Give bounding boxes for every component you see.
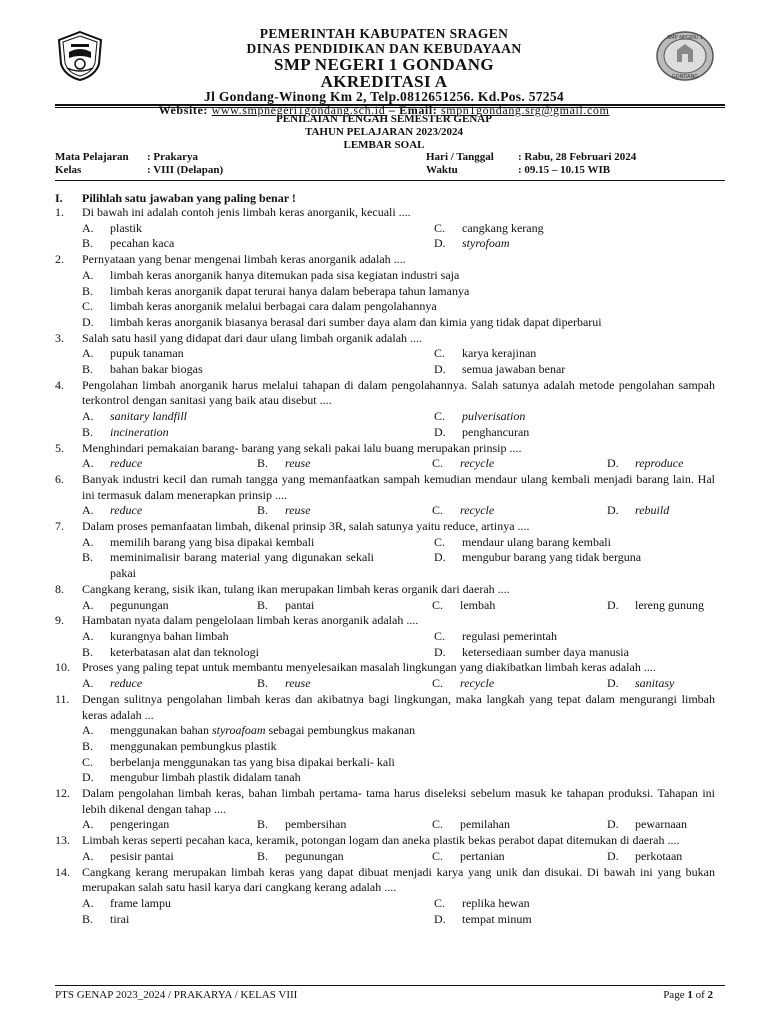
question-6 bbox=[55, 472, 715, 519]
option-letter: C. bbox=[82, 299, 94, 314]
answer-option[interactable] bbox=[432, 849, 607, 865]
option-letter: C. bbox=[434, 220, 446, 235]
answer-option[interactable] bbox=[607, 849, 715, 865]
option-letter: A. bbox=[82, 848, 94, 863]
question-4 bbox=[55, 378, 715, 441]
answer-option[interactable] bbox=[82, 503, 257, 519]
question-stem bbox=[55, 441, 715, 457]
question-text: Pengolahan limbah anorganik harus melalui tahapan di dalam pengolahannya. Salah satunya adalah metode pengolahan sampah terkontrol dengan sanitasi yang baik atau disebut .... bbox=[82, 377, 715, 408]
option-text bbox=[110, 723, 715, 739]
question-12 bbox=[55, 786, 715, 833]
option-text: rebuild bbox=[635, 503, 670, 518]
option-text: sanitary landfill bbox=[110, 409, 188, 424]
answer-option[interactable] bbox=[82, 723, 715, 739]
question-number: 13. bbox=[55, 833, 70, 848]
option-letter: B. bbox=[257, 456, 269, 471]
question-number: 11. bbox=[55, 691, 70, 706]
answer-options bbox=[55, 598, 715, 614]
question-stem bbox=[55, 252, 715, 268]
answer-option[interactable] bbox=[82, 598, 257, 614]
header-divider-thick bbox=[55, 104, 725, 106]
option-text: frame lampu bbox=[110, 895, 171, 910]
answer-option[interactable] bbox=[434, 425, 715, 441]
option-letter: A. bbox=[82, 628, 94, 643]
answer-option[interactable] bbox=[82, 236, 434, 252]
option-text: bahan bakar biogas bbox=[110, 362, 203, 377]
answer-options bbox=[55, 723, 715, 786]
footer-page-number bbox=[663, 989, 713, 1001]
option-text: limbah keras anorganik melalui berbagai cara dalam pengolahannya bbox=[110, 299, 437, 314]
option-letter: D. bbox=[607, 676, 619, 691]
website-label: Website: bbox=[158, 103, 209, 117]
answer-option[interactable] bbox=[434, 535, 715, 551]
question-stem bbox=[55, 378, 715, 409]
option-text-italic: styroafoam bbox=[211, 723, 266, 738]
option-text: kurangnya bahan limbah bbox=[110, 628, 229, 643]
option-letter: D. bbox=[434, 644, 446, 659]
option-text: semua jawaban benar bbox=[462, 362, 566, 377]
option-text: limbah keras anorganik biasanya berasal dari sumber daya alam dan kimia yang tidak dapat diperbarui bbox=[110, 314, 602, 329]
option-text: lembah bbox=[460, 597, 496, 612]
answer-option[interactable] bbox=[82, 645, 434, 661]
option-letter: D. bbox=[82, 314, 94, 329]
question-stem bbox=[55, 865, 715, 896]
answer-option[interactable] bbox=[82, 896, 434, 912]
option-letter: D. bbox=[607, 503, 619, 518]
answer-option[interactable] bbox=[434, 221, 715, 237]
question-text: Dalam pengolahan limbah keras, bahan limbah pertama- tama harus diseleksi sebelum masuk ke tahapan produksi. Tahapan ini lebih dikenal dengan tahap .... bbox=[82, 786, 715, 816]
option-text: pemilahan bbox=[460, 817, 510, 832]
answer-option[interactable] bbox=[434, 362, 715, 378]
option-text: karya kerajinan bbox=[462, 346, 537, 361]
question-number: 8. bbox=[55, 581, 64, 596]
answer-options bbox=[55, 817, 715, 833]
option-letter: D. bbox=[82, 770, 94, 785]
time-label: Waktu bbox=[426, 164, 458, 176]
option-text: tirai bbox=[110, 911, 130, 926]
option-letter: B. bbox=[82, 283, 94, 298]
option-letter: A. bbox=[82, 597, 94, 612]
option-letter: B. bbox=[257, 503, 269, 518]
option-text: meminimalisir barang material yang digunakan sekali pakai bbox=[110, 550, 374, 581]
exam-title-2: TAHUN PELAJARAN 2023/2024 bbox=[304, 126, 464, 138]
question-number: 10. bbox=[55, 660, 70, 675]
page-of: of bbox=[695, 989, 705, 1001]
exam-title-3: LEMBAR SOAL bbox=[343, 139, 425, 151]
option-letter: D. bbox=[607, 597, 619, 612]
option-text: mendaur ulang barang kembali bbox=[462, 534, 611, 549]
option-text: memilih barang yang bisa dipakai kembali bbox=[110, 534, 315, 549]
option-letter: A. bbox=[82, 723, 94, 738]
government-name: PEMERINTAH KABUPATEN SRAGEN bbox=[259, 26, 509, 41]
option-text: pertanian bbox=[460, 848, 505, 863]
question-11 bbox=[55, 692, 715, 786]
option-text: penghancuran bbox=[462, 424, 530, 439]
answer-option[interactable] bbox=[607, 598, 715, 614]
answer-option[interactable] bbox=[82, 315, 715, 331]
option-letter: A. bbox=[82, 456, 94, 471]
answer-options bbox=[55, 896, 715, 927]
answer-options bbox=[55, 535, 715, 582]
option-text: berbelanja menggunakan tas yang bisa dipakai berkali- kali bbox=[110, 754, 395, 769]
option-text: pembersihan bbox=[285, 817, 347, 832]
answer-option[interactable] bbox=[607, 817, 715, 833]
answer-option[interactable] bbox=[607, 503, 715, 519]
option-letter: A. bbox=[82, 895, 94, 910]
option-letter: B. bbox=[82, 236, 94, 251]
option-letter: C. bbox=[432, 676, 444, 691]
question-number: 3. bbox=[55, 330, 64, 345]
question-stem bbox=[55, 613, 715, 629]
accreditation: AKREDITASI A bbox=[320, 72, 448, 91]
answer-option[interactable] bbox=[82, 755, 715, 771]
answer-option[interactable] bbox=[434, 236, 715, 252]
option-letter: B. bbox=[82, 911, 94, 926]
option-letter: D. bbox=[434, 236, 446, 251]
question-stem bbox=[55, 205, 715, 221]
answer-option[interactable] bbox=[434, 550, 715, 581]
option-letter: A. bbox=[82, 817, 94, 832]
exam-title-1: PENILAIAN TENGAH SEMESTER GENAP bbox=[276, 113, 492, 125]
answer-option[interactable] bbox=[434, 346, 715, 362]
meta-divider bbox=[55, 180, 725, 181]
option-text: mengubur limbah plastik didalam tanah bbox=[110, 770, 301, 785]
question-number: 4. bbox=[55, 377, 64, 392]
option-letter: A. bbox=[82, 409, 94, 424]
option-letter: A. bbox=[82, 346, 94, 361]
option-text: reduce bbox=[110, 676, 143, 691]
page-total: 2 bbox=[707, 989, 713, 1001]
question-9 bbox=[55, 613, 715, 660]
option-text: limbah keras anorganik dapat terurai hanya dalam beberapa tahun lamanya bbox=[110, 283, 470, 298]
question-stem bbox=[55, 692, 715, 723]
answer-options bbox=[55, 268, 715, 331]
question-number: 1. bbox=[55, 205, 64, 219]
school-logo-text-bottom: GONDANG bbox=[671, 74, 699, 80]
option-text: incineration bbox=[110, 424, 169, 439]
option-letter: A. bbox=[82, 534, 94, 549]
question-stem bbox=[55, 582, 715, 598]
option-text: tempat minum bbox=[462, 911, 532, 926]
answer-option[interactable] bbox=[432, 456, 607, 472]
answer-option[interactable] bbox=[434, 896, 715, 912]
answer-option[interactable] bbox=[82, 284, 715, 300]
option-letter: B. bbox=[257, 817, 269, 832]
option-letter: B. bbox=[82, 738, 94, 753]
department-name: DINAS PENDIDIKAN DAN KEBUDAYAAN bbox=[246, 41, 522, 56]
question-1 bbox=[55, 205, 715, 252]
answer-option[interactable] bbox=[607, 676, 715, 692]
question-text: Cangkang kerang, sisik ikan, tulang ikan merupakan limbah keras organik dari daerah .... bbox=[82, 581, 510, 596]
option-text: pegunungan bbox=[285, 848, 344, 863]
option-letter: D. bbox=[434, 424, 446, 439]
answer-option[interactable] bbox=[82, 299, 715, 315]
answer-option[interactable] bbox=[82, 770, 715, 786]
answer-option[interactable] bbox=[257, 676, 432, 692]
subject-value: : Prakarya bbox=[147, 151, 199, 163]
website-link[interactable]: www.smpnegeri1gondang.sch.id bbox=[211, 103, 386, 117]
answer-option[interactable] bbox=[432, 503, 607, 519]
option-text: pewarnaan bbox=[635, 817, 687, 832]
option-text: lereng gunung bbox=[635, 597, 704, 612]
option-text: styrofoam bbox=[462, 236, 510, 251]
day-value: : Rabu, 28 Februari 2024 bbox=[518, 151, 637, 163]
page-label: Page bbox=[663, 989, 685, 1001]
meta-left bbox=[55, 151, 223, 177]
answer-option[interactable] bbox=[82, 739, 715, 755]
option-text: reduce bbox=[110, 456, 143, 471]
exam-title bbox=[0, 113, 768, 152]
answer-option[interactable] bbox=[607, 456, 715, 472]
answer-option[interactable] bbox=[257, 817, 432, 833]
answer-option[interactable] bbox=[82, 676, 257, 692]
question-7 bbox=[55, 519, 715, 582]
option-text-part: sebagai pembungkus makanan bbox=[265, 723, 416, 738]
option-text: pesisir pantai bbox=[110, 848, 174, 863]
school-name: SMP NEGERI 1 GONDANG bbox=[273, 55, 495, 74]
option-text: sanitasy bbox=[635, 676, 675, 691]
answer-option[interactable] bbox=[82, 221, 434, 237]
option-text: reuse bbox=[285, 456, 311, 471]
option-letter: B. bbox=[82, 424, 94, 439]
question-number: 9. bbox=[55, 613, 64, 628]
question-text: Limbah keras seperti pecahan kaca, keramik, potongan logam dan aneka plastik bekas perabot dapat ditemukan di daerah .... bbox=[82, 833, 680, 848]
question-stem bbox=[55, 786, 715, 817]
option-text: pulverisation bbox=[462, 409, 526, 424]
question-text: Menghindari pemakaian barang- barang yang sekali pakai lalu buang merupakan prinsip .... bbox=[82, 440, 522, 455]
school-logo-text-top: SMP NEGERI 1 bbox=[667, 35, 703, 41]
option-text: pegunungan bbox=[110, 597, 169, 612]
option-letter: A. bbox=[82, 503, 94, 518]
answer-option[interactable] bbox=[82, 912, 434, 928]
class-label: Kelas bbox=[55, 164, 82, 176]
answer-option[interactable] bbox=[82, 550, 434, 581]
answer-option[interactable] bbox=[82, 535, 434, 551]
answer-option[interactable] bbox=[82, 268, 715, 284]
option-letter: B. bbox=[82, 644, 94, 659]
option-text: ketersediaan sumber daya manusia bbox=[462, 644, 629, 659]
question-number: 6. bbox=[55, 471, 64, 486]
answer-options bbox=[55, 221, 715, 252]
option-letter: C. bbox=[432, 597, 444, 612]
header-divider-thin bbox=[55, 107, 725, 108]
option-letter: C. bbox=[434, 346, 446, 361]
option-letter: B. bbox=[82, 550, 94, 565]
section-instruction: Pilihlah satu jawaban yang paling benar ! bbox=[82, 191, 296, 205]
answer-option[interactable] bbox=[434, 629, 715, 645]
option-text: pecahan kaca bbox=[110, 236, 175, 251]
option-text: mengubur barang yang tidak berguna bbox=[462, 550, 642, 565]
option-letter: C. bbox=[432, 848, 444, 863]
question-number: 2. bbox=[55, 252, 64, 267]
footer-document-info: PTS GENAP 2023_2024 / PRAKARYA / KELAS VIII bbox=[55, 989, 298, 1001]
question-number: 12. bbox=[55, 786, 70, 801]
option-letter: B. bbox=[82, 362, 94, 377]
option-letter: C. bbox=[434, 409, 446, 424]
answer-options bbox=[55, 629, 715, 660]
answer-options bbox=[55, 676, 715, 692]
option-letter: B. bbox=[257, 676, 269, 691]
answer-option[interactable] bbox=[82, 425, 434, 441]
question-stem bbox=[55, 472, 715, 503]
answer-options bbox=[55, 409, 715, 440]
question-14 bbox=[55, 865, 715, 928]
question-text: Di bawah ini adalah contoh jenis limbah keras anorganik, kecuali .... bbox=[82, 205, 411, 219]
question-stem bbox=[55, 660, 715, 676]
email-link[interactable]: smpn1gondang.srg@gmail.com bbox=[441, 103, 610, 117]
answer-options bbox=[55, 849, 715, 865]
question-stem bbox=[55, 331, 715, 347]
answer-option[interactable] bbox=[257, 503, 432, 519]
answer-option[interactable] bbox=[432, 817, 607, 833]
section-number: I. bbox=[55, 191, 63, 205]
time-value: : 09.15 – 10.15 WIB bbox=[518, 164, 611, 176]
answer-option[interactable] bbox=[82, 849, 257, 865]
question-2 bbox=[55, 252, 715, 331]
option-letter: D. bbox=[434, 362, 446, 377]
option-text: recycle bbox=[460, 503, 495, 518]
question-number: 5. bbox=[55, 440, 64, 455]
question-text: Pernyataan yang benar mengenai limbah keras anorganik adalah .... bbox=[82, 252, 406, 267]
answer-option[interactable] bbox=[432, 676, 607, 692]
option-letter: A. bbox=[82, 676, 94, 691]
option-text-part: menggunakan bahan bbox=[110, 723, 212, 738]
option-text: recycle bbox=[460, 676, 495, 691]
question-5 bbox=[55, 441, 715, 472]
question-list bbox=[55, 205, 715, 927]
question-number: 7. bbox=[55, 519, 64, 534]
option-text: cangkang kerang bbox=[462, 220, 544, 235]
option-letter: D. bbox=[434, 911, 446, 926]
option-text: regulasi pemerintah bbox=[462, 628, 557, 643]
option-text: perkotaan bbox=[635, 848, 683, 863]
option-letter: C. bbox=[434, 534, 446, 549]
answer-option[interactable] bbox=[434, 912, 715, 928]
option-letter: C. bbox=[432, 503, 444, 518]
answer-option[interactable] bbox=[257, 598, 432, 614]
question-text: Cangkang kerang merupakan limbah keras yang dapat dibuat menjadi karya yang unik dan disukai. Di bawah ini yang bukan merupakan salah satu hasil karya dari cangkang kerang adalah .... bbox=[82, 864, 715, 895]
question-8 bbox=[55, 582, 715, 613]
answer-option[interactable] bbox=[432, 598, 607, 614]
question-10 bbox=[55, 660, 715, 691]
email-label: – Email: bbox=[388, 103, 438, 117]
answer-option[interactable] bbox=[82, 456, 257, 472]
answer-option[interactable] bbox=[434, 645, 715, 661]
page-current: 1 bbox=[687, 989, 693, 1001]
answer-option[interactable] bbox=[257, 456, 432, 472]
option-letter: B. bbox=[257, 597, 269, 612]
section-heading bbox=[55, 191, 296, 205]
option-text: replika hewan bbox=[462, 895, 530, 910]
answer-option[interactable] bbox=[82, 346, 434, 362]
option-letter: D. bbox=[607, 817, 619, 832]
school-address: Jl Gondang-Winong Km 2, Telp.0812651256. Kd.Pos. 57254 bbox=[204, 89, 564, 104]
option-text: pengeringan bbox=[110, 817, 170, 832]
option-letter: D. bbox=[434, 550, 446, 565]
option-text: keterbatasan alat dan teknologi bbox=[110, 644, 259, 659]
answer-option[interactable] bbox=[82, 629, 434, 645]
meta-right bbox=[426, 151, 636, 177]
answer-option[interactable] bbox=[434, 409, 715, 425]
answer-options bbox=[55, 346, 715, 377]
option-text: reduce bbox=[110, 503, 143, 518]
option-text: reuse bbox=[285, 676, 311, 691]
question-number: 14. bbox=[55, 864, 70, 879]
option-letter: D. bbox=[607, 456, 619, 471]
option-text: reuse bbox=[285, 503, 311, 518]
option-text: reproduce bbox=[635, 456, 684, 471]
question-text: Banyak industri kecil dan rumah tangga yang memanfaatkan sampah kemudian mendaur ulang kembali menjadi barang lain. Hal ini termasuk dalam menerapkan prinsip .... bbox=[82, 471, 715, 502]
question-13 bbox=[55, 833, 715, 864]
option-letter: C. bbox=[434, 895, 446, 910]
subject-label: Mata Pelajaran bbox=[55, 151, 129, 163]
answer-options bbox=[55, 503, 715, 519]
option-letter: D. bbox=[607, 848, 619, 863]
answer-option[interactable] bbox=[82, 817, 257, 833]
option-text: limbah keras anorganik hanya ditemukan pada sisa kegiatan industri saja bbox=[110, 267, 460, 282]
question-3 bbox=[55, 331, 715, 378]
answer-option[interactable] bbox=[82, 409, 434, 425]
question-stem bbox=[55, 519, 715, 535]
answer-option[interactable] bbox=[82, 362, 434, 378]
option-letter: B. bbox=[257, 848, 269, 863]
question-text: Proses yang paling tepat untuk membantu menyelesaikan masalah lingkungan yang diakibatkan limbah keras adalah .... bbox=[82, 660, 656, 675]
option-text: menggunakan pembungkus plastik bbox=[110, 738, 277, 753]
footer-divider bbox=[55, 985, 725, 986]
class-value: : VIII (Delapan) bbox=[147, 164, 224, 176]
option-letter: A. bbox=[82, 267, 94, 282]
option-letter: C. bbox=[82, 754, 94, 769]
option-letter: A. bbox=[82, 220, 94, 235]
option-letter: C. bbox=[432, 456, 444, 471]
day-label: Hari / Tanggal bbox=[426, 151, 494, 163]
option-letter: C. bbox=[432, 817, 444, 832]
question-text: Salah satu hasil yang didapat dari daur ulang limbah organik adalah .... bbox=[82, 330, 423, 345]
option-text: plastik bbox=[110, 220, 142, 235]
option-text: pantai bbox=[285, 597, 315, 612]
answer-options bbox=[55, 456, 715, 472]
option-text: recycle bbox=[460, 456, 495, 471]
answer-option[interactable] bbox=[257, 849, 432, 865]
option-letter: C. bbox=[434, 628, 446, 643]
question-text: Dalam proses pemanfaatan limbah, dikenal prinsip 3R, salah satunya yaitu reduce, artinya .... bbox=[82, 519, 530, 534]
option-text: pupuk tanaman bbox=[110, 346, 184, 361]
question-stem bbox=[55, 833, 715, 849]
question-text: Hambatan nyata dalam pengelolaan limbah keras anorganik adalah .... bbox=[82, 613, 419, 628]
question-text: Dengan sulitnya pengolahan limbah keras dan akibatnya bagi lingkungan, maka langkah yang tepat dalam mengurangi limbah keras adalah ... bbox=[82, 691, 715, 722]
